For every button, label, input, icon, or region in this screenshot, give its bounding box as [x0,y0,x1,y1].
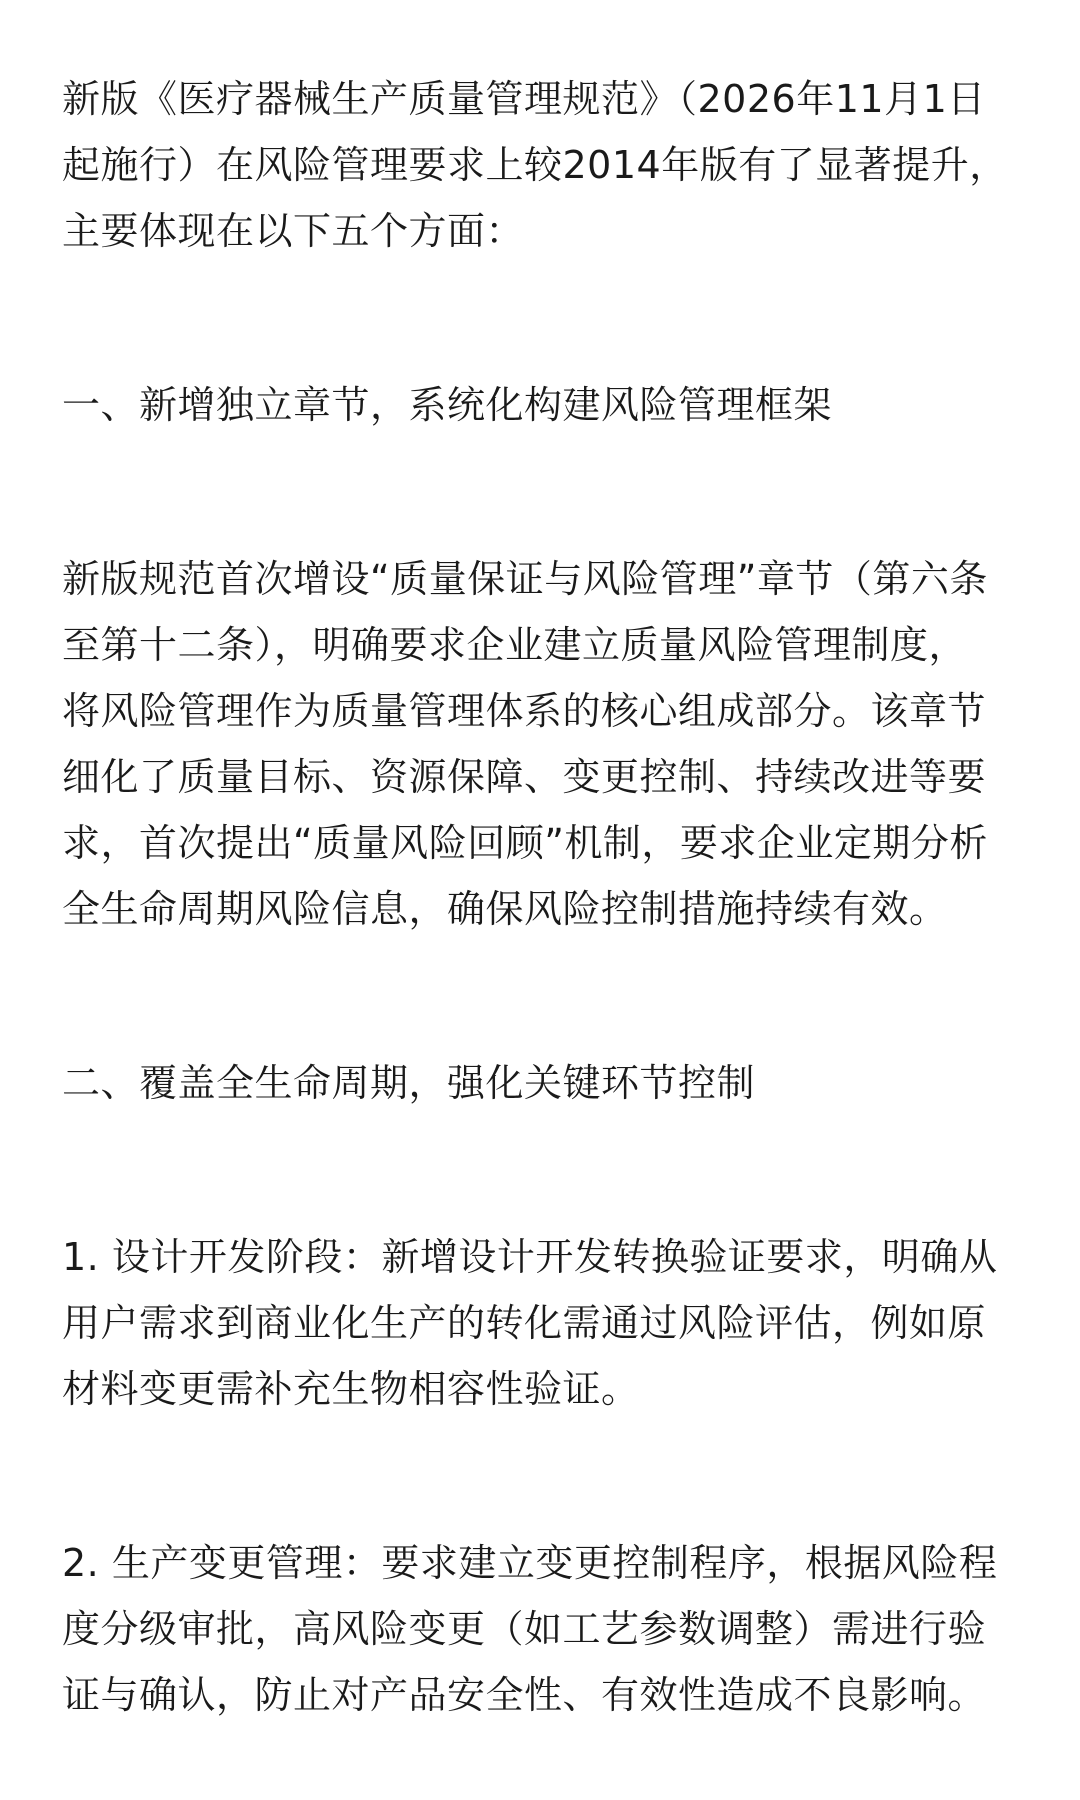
section1-heading: 一、新增独立章节，系统化构建风险管理框架 [62,383,833,427]
section2-item2-line: 度分级审批，高风险变更（如工艺参数调整）需进行验 [62,1607,987,1651]
section2-heading-block [62,1050,1032,1116]
paragraph-gap [62,438,1032,546]
section2-item1-line: 材料变更需补充生物相容性验证。 [62,1367,640,1411]
section2-item2 [62,1530,1032,1728]
section1-line: 细化了质量目标、资源保障、变更控制、持续改进等要 [62,755,987,799]
intro-line: 主要体现在以下五个方面： [62,209,525,253]
section1-line: 将风险管理作为质量管理体系的核心组成部分。该章节 [62,689,987,733]
paragraph-gap [62,264,1032,372]
intro-line: 起施行）在风险管理要求上较2014年版有了显著提升， [62,143,1008,187]
paragraph-gap [62,1116,1032,1224]
section1-line: 至第十二条），明确要求企业建立质量风险管理制度， [62,623,968,667]
section1-line: 新版规范首次增设“质量保证与风险管理”章节（第六条 [62,557,988,601]
section2-item1-line: 用户需求到商业化生产的转化需通过风险评估，例如原 [62,1301,987,1345]
section2-item1 [62,1224,1032,1422]
section2-item1-line: 1. 设计开发阶段：新增设计开发转换验证要求，明确从 [62,1235,998,1279]
section2-item2-line: 证与确认，防止对产品安全性、有效性造成不良影响。 [62,1673,987,1717]
section1-paragraph [62,546,1032,942]
section1-line: 全生命周期风险信息，确保风险控制措施持续有效。 [62,887,948,931]
section2-heading: 二、覆盖全生命周期，强化关键环节控制 [62,1061,756,1105]
section1-line: 求，首次提出“质量风险回顾”机制，要求企业定期分析 [62,821,988,865]
paragraph-gap [62,942,1032,1050]
intro-line: 新版《医疗器械生产质量管理规范》（2026年11月1日 [62,77,986,121]
section1-heading-block [62,372,1032,438]
intro-paragraph [62,66,1032,264]
section2-item2-line: 2. 生产变更管理：要求建立变更控制程序，根据风险程 [62,1541,998,1585]
paragraph-gap [62,1422,1032,1530]
